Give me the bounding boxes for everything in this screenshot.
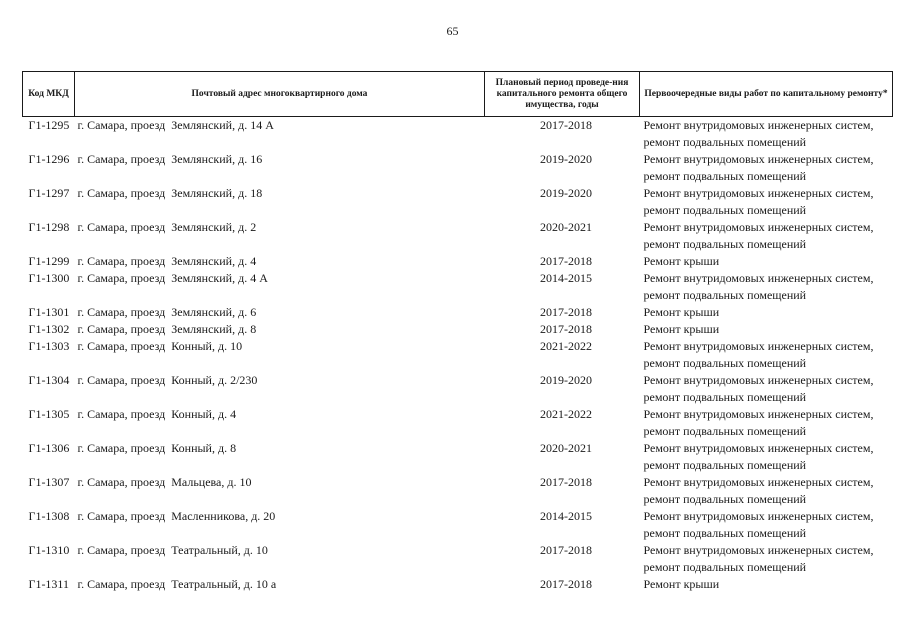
cell-period: 2014-2015 bbox=[540, 509, 592, 523]
works-line-1: Ремонт внутридомовых инженерных систем, bbox=[643, 339, 874, 353]
works-line-1: Ремонт крыши bbox=[643, 305, 720, 319]
works-line-2: ремонт подвальных помещений bbox=[643, 526, 807, 540]
cell-address bbox=[75, 576, 485, 593]
header-works: Первоочередные виды работ по капитальному ремонту* bbox=[640, 72, 893, 117]
cell-code: Г1-1305 bbox=[28, 407, 70, 421]
cell-code: Г1-1311 bbox=[28, 577, 69, 591]
cell-works bbox=[640, 338, 893, 372]
cell-address bbox=[75, 338, 485, 372]
works-line-2: ремонт подвальных помещений bbox=[643, 458, 807, 472]
address-city: г. Самара, проезд bbox=[77, 543, 166, 557]
cell-address bbox=[75, 151, 485, 185]
cell-period: 2017-2018 bbox=[540, 254, 592, 268]
address-city: г. Самара, проезд bbox=[77, 220, 166, 234]
address-city: г. Самара, проезд bbox=[77, 271, 166, 285]
cell-works bbox=[640, 542, 893, 576]
cell-works bbox=[640, 440, 893, 474]
cell-period: 2021-2022 bbox=[540, 339, 592, 353]
works-line-2: ремонт подвальных помещений bbox=[643, 288, 807, 302]
cell-code: Г1-1301 bbox=[28, 305, 70, 319]
table-row bbox=[23, 304, 893, 321]
works-line-1: Ремонт внутридомовых инженерных систем, bbox=[643, 509, 874, 523]
works-line-1: Ремонт внутридомовых инженерных систем, bbox=[643, 373, 874, 387]
cell-works bbox=[640, 185, 893, 219]
cell-code: Г1-1303 bbox=[28, 339, 70, 353]
works-line-2: ремонт подвальных помещений bbox=[643, 237, 807, 251]
cell-period: 2017-2018 bbox=[540, 475, 592, 489]
table-row bbox=[23, 508, 893, 542]
cell-code: Г1-1296 bbox=[28, 152, 70, 166]
capital-repair-table bbox=[22, 71, 893, 593]
works-line-1: Ремонт внутридомовых инженерных систем, bbox=[643, 220, 874, 234]
address-city: г. Самара, проезд bbox=[77, 152, 166, 166]
cell-address bbox=[75, 219, 485, 253]
cell-address bbox=[75, 253, 485, 270]
cell-period: 2021-2022 bbox=[540, 407, 592, 421]
address-street: Землянский, д. 18 bbox=[171, 186, 263, 200]
table-row bbox=[23, 151, 893, 185]
address-city: г. Самара, проезд bbox=[77, 339, 166, 353]
address-street: Конный, д. 4 bbox=[171, 407, 237, 421]
header-address: Почтовый адрес многоквартирного дома bbox=[75, 72, 485, 117]
works-line-1: Ремонт внутридомовых инженерных систем, bbox=[643, 475, 874, 489]
cell-code: Г1-1306 bbox=[28, 441, 70, 455]
works-line-1: Ремонт внутридомовых инженерных систем, bbox=[643, 543, 874, 557]
cell-address bbox=[75, 185, 485, 219]
cell-code: Г1-1302 bbox=[28, 322, 70, 336]
header-period: Плановый период проведе-ния капитального ремонта общего имущества, годы bbox=[485, 72, 640, 117]
cell-works bbox=[640, 372, 893, 406]
address-city: г. Самара, проезд bbox=[77, 305, 166, 319]
cell-code: Г1-1300 bbox=[28, 271, 70, 285]
table-body bbox=[23, 117, 893, 594]
address-city: г. Самара, проезд bbox=[77, 509, 166, 523]
cell-period: 2019-2020 bbox=[540, 373, 592, 387]
works-line-1: Ремонт крыши bbox=[643, 577, 720, 591]
works-line-1: Ремонт внутридомовых инженерных систем, bbox=[643, 152, 874, 166]
cell-works bbox=[640, 406, 893, 440]
works-line-1: Ремонт внутридомовых инженерных систем, bbox=[643, 118, 874, 132]
works-line-2: ремонт подвальных помещений bbox=[643, 492, 807, 506]
address-city: г. Самара, проезд bbox=[77, 254, 166, 268]
cell-period: 2020-2021 bbox=[540, 220, 592, 234]
works-line-1: Ремонт внутридомовых инженерных систем, bbox=[643, 186, 874, 200]
address-street: Землянский, д. 6 bbox=[171, 305, 257, 319]
address-city: г. Самара, проезд bbox=[77, 441, 166, 455]
works-line-1: Ремонт внутридомовых инженерных систем, bbox=[643, 441, 874, 455]
cell-period: 2017-2018 bbox=[540, 305, 592, 319]
cell-code: Г1-1299 bbox=[28, 254, 70, 268]
page-number: 65 bbox=[446, 24, 459, 38]
cell-code: Г1-1307 bbox=[28, 475, 70, 489]
cell-code: Г1-1310 bbox=[28, 543, 70, 557]
works-line-2: ремонт подвальных помещений bbox=[643, 356, 807, 370]
address-city: г. Самара, проезд bbox=[77, 577, 166, 591]
cell-address bbox=[75, 508, 485, 542]
address-street: Масленникова, д. 20 bbox=[171, 509, 276, 523]
address-street: Конный, д. 8 bbox=[171, 441, 237, 455]
cell-period: 2017-2018 bbox=[540, 118, 592, 132]
table-row bbox=[23, 253, 893, 270]
address-city: г. Самара, проезд bbox=[77, 475, 166, 489]
cell-period: 2014-2015 bbox=[540, 271, 592, 285]
works-line-2: ремонт подвальных помещений bbox=[643, 424, 807, 438]
cell-address bbox=[75, 304, 485, 321]
cell-address bbox=[75, 440, 485, 474]
address-street: Землянский, д. 2 bbox=[171, 220, 257, 234]
cell-period: 2017-2018 bbox=[540, 577, 592, 591]
works-line-1: Ремонт внутридомовых инженерных систем, bbox=[643, 271, 874, 285]
cell-code: Г1-1295 bbox=[28, 118, 70, 132]
address-street: Землянский, д. 8 bbox=[171, 322, 257, 336]
cell-address bbox=[75, 372, 485, 406]
address-street: Землянский, д. 16 bbox=[171, 152, 263, 166]
address-city: г. Самара, проезд bbox=[77, 186, 166, 200]
cell-period: 2017-2018 bbox=[540, 322, 592, 336]
cell-works bbox=[640, 270, 893, 304]
table-row bbox=[23, 219, 893, 253]
works-line-1: Ремонт крыши bbox=[643, 254, 720, 268]
cell-address bbox=[75, 270, 485, 304]
address-street: Мальцева, д. 10 bbox=[171, 475, 252, 489]
cell-works bbox=[640, 253, 893, 270]
cell-code: Г1-1304 bbox=[28, 373, 70, 387]
cell-period: 2019-2020 bbox=[540, 186, 592, 200]
cell-code: Г1-1298 bbox=[28, 220, 70, 234]
cell-works bbox=[640, 321, 893, 338]
cell-works bbox=[640, 508, 893, 542]
table-row bbox=[23, 440, 893, 474]
cell-works bbox=[640, 151, 893, 185]
address-street: Конный, д. 2/230 bbox=[171, 373, 258, 387]
cell-period: 2020-2021 bbox=[540, 441, 592, 455]
works-line-2: ремонт подвальных помещений bbox=[643, 135, 807, 149]
address-city: г. Самара, проезд bbox=[77, 322, 166, 336]
table-row bbox=[23, 338, 893, 372]
address-street: Землянский, д. 14 А bbox=[171, 118, 274, 132]
table-row bbox=[23, 372, 893, 406]
header-code: Код МКД bbox=[23, 72, 75, 117]
table-row bbox=[23, 185, 893, 219]
cell-address bbox=[75, 542, 485, 576]
table-row bbox=[23, 270, 893, 304]
cell-period: 2017-2018 bbox=[540, 543, 592, 557]
table-header bbox=[23, 72, 893, 117]
address-street: Конный, д. 10 bbox=[171, 339, 243, 353]
works-line-1: Ремонт внутридомовых инженерных систем, bbox=[643, 407, 874, 421]
cell-address bbox=[75, 406, 485, 440]
address-city: г. Самара, проезд bbox=[77, 407, 166, 421]
works-line-2: ремонт подвальных помещений bbox=[643, 390, 807, 404]
address-street: Землянский, д. 4 А bbox=[171, 271, 268, 285]
address-street: Театральный, д. 10 а bbox=[171, 577, 277, 591]
cell-works bbox=[640, 576, 893, 593]
cell-code: Г1-1297 bbox=[28, 186, 70, 200]
table-row bbox=[23, 576, 893, 593]
table-row bbox=[23, 474, 893, 508]
table-row bbox=[23, 117, 893, 152]
address-city: г. Самара, проезд bbox=[77, 373, 166, 387]
cell-works bbox=[640, 117, 893, 152]
cell-address bbox=[75, 474, 485, 508]
works-line-1: Ремонт крыши bbox=[643, 322, 720, 336]
works-line-2: ремонт подвальных помещений bbox=[643, 560, 807, 574]
cell-period: 2019-2020 bbox=[540, 152, 592, 166]
cell-code: Г1-1308 bbox=[28, 509, 70, 523]
works-line-2: ремонт подвальных помещений bbox=[643, 203, 807, 217]
address-city: г. Самара, проезд bbox=[77, 118, 166, 132]
table-row bbox=[23, 542, 893, 576]
cell-address bbox=[75, 321, 485, 338]
cell-works bbox=[640, 304, 893, 321]
cell-works bbox=[640, 219, 893, 253]
cell-works bbox=[640, 474, 893, 508]
address-street: Землянский, д. 4 bbox=[171, 254, 257, 268]
address-street: Театральный, д. 10 bbox=[171, 543, 268, 557]
table-row bbox=[23, 321, 893, 338]
cell-address bbox=[75, 117, 485, 152]
works-line-2: ремонт подвальных помещений bbox=[643, 169, 807, 183]
table-row bbox=[23, 406, 893, 440]
